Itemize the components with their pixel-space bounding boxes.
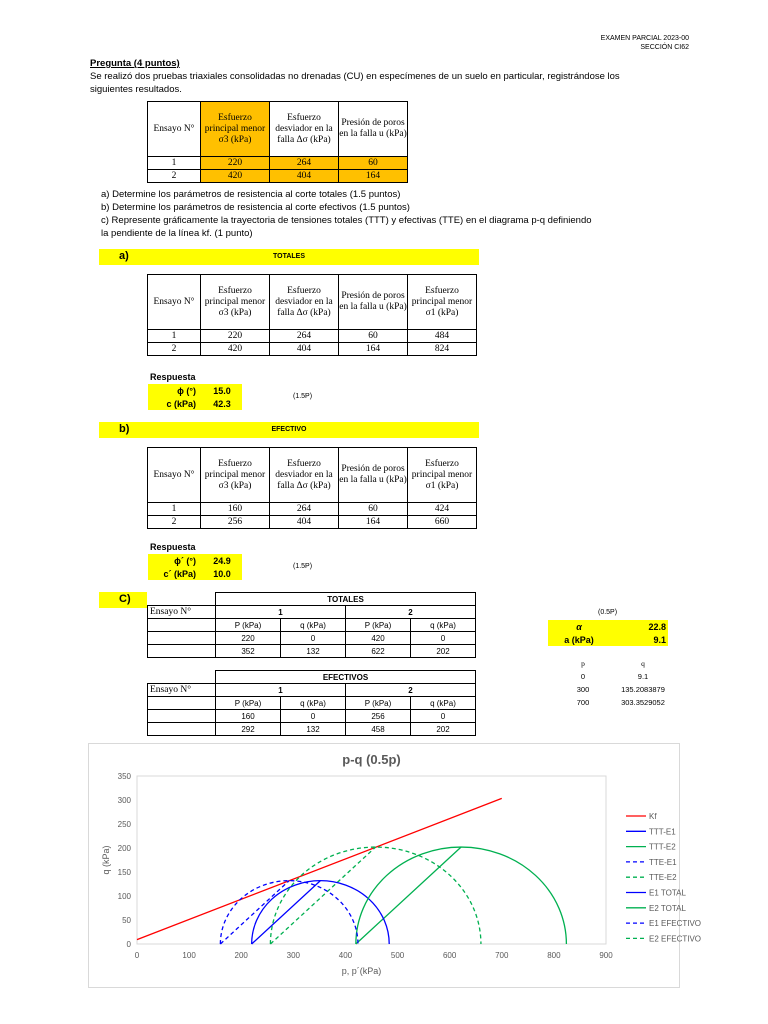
series-tte-e2 — [270, 847, 375, 944]
points-a: (1.5P) — [293, 393, 313, 400]
series-e1-total — [252, 881, 390, 944]
col-header: Presión de poros en la falla u (kPa) — [339, 448, 408, 503]
ensayo-1-header: 1 — [216, 684, 346, 697]
table-cell: 264 — [270, 330, 339, 343]
table-cell: 484 — [408, 330, 477, 343]
pq-chart — [88, 743, 702, 988]
series-ttt-e2 — [356, 847, 461, 944]
efectivo-table — [147, 447, 477, 529]
given-data-table — [147, 101, 408, 183]
x-tick-label: 700 — [495, 951, 509, 960]
section-code: SECCIÓN CI62 — [640, 44, 689, 51]
kf-q: 135.2083879 — [621, 685, 665, 694]
table-cell: 220 — [201, 157, 270, 170]
legend-label: Kf — [649, 812, 657, 821]
table-cell: 60 — [339, 503, 408, 516]
series-e1-efectivo — [220, 881, 358, 944]
table-cell: 160 — [216, 710, 281, 723]
kf-p: 300 — [576, 685, 590, 694]
col-header: Esfuerzo principal menor σ3 (kPa) — [201, 448, 270, 503]
section-c-banner — [99, 592, 147, 608]
table-cell: 404 — [270, 170, 339, 183]
table-cell: 164 — [339, 170, 408, 183]
legend-label: TTT-E1 — [649, 827, 676, 837]
legend-label: E2 EFECTIVO — [649, 934, 702, 944]
x-tick-label: 100 — [182, 951, 196, 960]
a-value: 9.1 — [610, 633, 668, 646]
table-cell: 60 — [339, 157, 408, 170]
table-cell: 60 — [339, 330, 408, 343]
c-eff-value: 10.0 — [202, 567, 242, 580]
col-header: Esfuerzo principal menor σ1 (kPa) — [408, 448, 477, 503]
table-cell: 424 — [408, 503, 477, 516]
efectivos-pq-title: EFECTIVOS — [216, 671, 476, 684]
table-cell: 292 — [216, 723, 281, 736]
y-tick-label: 150 — [117, 868, 131, 877]
table-cell: 2 — [148, 516, 201, 529]
series-ttt-e1 — [252, 881, 321, 944]
y-tick-label: 200 — [117, 844, 131, 853]
table-cell: 0 — [281, 710, 346, 723]
x-tick-label: 600 — [442, 951, 457, 960]
x-tick-label: 200 — [234, 951, 248, 960]
answer-a — [148, 384, 242, 410]
col-header: Presión de poros en la falla u (kPa) — [339, 275, 408, 330]
section-a-banner — [99, 249, 479, 265]
legend-label: TTE-E1 — [649, 857, 677, 867]
y-tick-label: 350 — [117, 772, 131, 781]
answer-b — [148, 554, 242, 580]
section-b-title: EFECTIVO — [271, 426, 307, 433]
q-header: q — [641, 659, 645, 668]
col-header: Presión de poros en la falla u (kPa) — [339, 102, 408, 157]
legend-label: TTT-E2 — [649, 842, 676, 852]
phi-label: ϕ (°) — [148, 384, 202, 397]
section-a-title: TOTALES — [272, 253, 306, 260]
phi-eff-value: 24.9 — [202, 554, 242, 567]
section-b-label: b) — [119, 423, 130, 435]
col-header: Ensayo N° — [148, 102, 201, 157]
x-tick-label: 0 — [134, 951, 140, 960]
c-value: 42.3 — [202, 397, 242, 410]
col-header: Ensayo N° — [148, 275, 201, 330]
y-tick-label: 250 — [117, 820, 131, 829]
question-line-1: Se realizó dos pruebas triaxiales consolidadas no drenadas (CU) en especímenes de un suelo en particular, registrándose los — [90, 71, 620, 82]
table-cell: 420 — [201, 170, 270, 183]
totales-table — [147, 274, 477, 356]
table-cell: 264 — [270, 503, 339, 516]
chart-title: p-q (0.5p) — [342, 752, 401, 767]
table-cell: 352 — [216, 645, 281, 658]
sub-header: P (kPa) — [216, 697, 281, 710]
col-header: Esfuerzo principal menor σ3 (kPa) — [201, 275, 270, 330]
kf-p: 700 — [576, 698, 590, 707]
table-cell: 0 — [411, 632, 476, 645]
ensayo-2-header: 2 — [346, 606, 476, 619]
col-header: Ensayo N° — [148, 684, 216, 697]
kf-parameters — [548, 620, 668, 646]
table-cell: 1 — [148, 330, 201, 343]
p-header: p — [581, 659, 585, 668]
col-header: Esfuerzo desviador en la falla Δσ (kPa) — [270, 275, 339, 330]
col-header: Ensayo N° — [148, 448, 201, 503]
table-cell: 164 — [339, 343, 408, 356]
table-cell: 1 — [148, 157, 201, 170]
legend-label: E2 TOTAL — [649, 903, 686, 913]
pq-chart-svg — [89, 744, 702, 987]
table-cell: 160 — [201, 503, 270, 516]
sub-header: q (kPa) — [281, 619, 346, 632]
question-title: Pregunta (4 puntos) — [90, 58, 180, 69]
table-cell: 824 — [408, 343, 477, 356]
item-b: b) Determine los parámetros de resistencia al corte efectivos (1.5 puntos) — [101, 202, 410, 213]
sub-header: q (kPa) — [411, 619, 476, 632]
sub-header: P (kPa) — [216, 619, 281, 632]
table-cell: 458 — [346, 723, 411, 736]
table-cell: 132 — [281, 645, 346, 658]
table-cell: 1 — [148, 503, 201, 516]
sub-header: P (kPa) — [346, 619, 411, 632]
table-cell: 420 — [346, 632, 411, 645]
series-e2-efectivo — [270, 847, 481, 944]
series-tte-e1 — [220, 881, 289, 944]
table-cell: 0 — [411, 710, 476, 723]
table-cell: 202 — [411, 645, 476, 658]
c-label: c (kPa) — [148, 397, 202, 410]
y-tick-label: 300 — [117, 796, 131, 805]
table-cell: 264 — [270, 157, 339, 170]
col-header: Esfuerzo principal menor σ1 (kPa) — [408, 275, 477, 330]
answer-label-a: Respuesta — [150, 372, 196, 382]
alpha-value: 22.8 — [610, 620, 668, 633]
x-axis-label: p, p´(kPa) — [341, 966, 382, 976]
legend-label: E1 EFECTIVO — [649, 919, 702, 929]
question-line-2: siguientes resultados. — [90, 84, 182, 95]
ensayo-1-header: 1 — [216, 606, 346, 619]
section-a-label: a) — [119, 250, 129, 262]
table-cell: 164 — [339, 516, 408, 529]
phi-eff-label: ϕ´ (°) — [148, 554, 202, 567]
alpha-label: α — [548, 620, 610, 633]
series-kf — [137, 798, 502, 939]
totales-pq-title: TOTALES — [216, 593, 476, 606]
ensayo-2-header: 2 — [346, 684, 476, 697]
item-c-line-1: c) Represente gráficamente la trayectoria de tensiones totales (TTT) y efectivas (TTE) en el diagrama p-q definiendo — [101, 215, 592, 226]
totales-pq-table — [147, 592, 476, 658]
table-cell: 660 — [408, 516, 477, 529]
plot-area — [137, 776, 606, 944]
kf-q: 9.1 — [637, 672, 649, 681]
item-a: a) Determine los parámetros de resistencia al corte totales (1.5 puntos) — [101, 189, 401, 200]
y-axis-label: q (kPa) — [101, 845, 111, 875]
table-cell: 404 — [270, 516, 339, 529]
table-cell: 404 — [270, 343, 339, 356]
table-cell: 420 — [201, 343, 270, 356]
table-cell: 2 — [148, 170, 201, 183]
section-c-label: C) — [119, 593, 131, 605]
sub-header: q (kPa) — [411, 697, 476, 710]
legend-label: TTE-E2 — [649, 873, 677, 883]
points-c: (0.5P) — [598, 609, 618, 616]
item-c-line-2: la pendiente de la línea kf. (1 punto) — [101, 228, 253, 239]
x-tick-label: 800 — [547, 951, 561, 960]
answer-label-b: Respuesta — [150, 542, 196, 552]
col-header: Esfuerzo principal menor σ3 (kPa) — [201, 102, 270, 157]
x-tick-label: 900 — [599, 951, 613, 960]
col-header: Ensayo N° — [148, 606, 216, 619]
table-cell: 132 — [281, 723, 346, 736]
kf-points-table — [548, 658, 668, 710]
c-eff-label: c´ (kPa) — [148, 567, 202, 580]
sub-header: P (kPa) — [346, 697, 411, 710]
exam-title: EXAMEN PARCIAL 2023-00 — [600, 35, 689, 42]
table-cell: 202 — [411, 723, 476, 736]
points-b: (1.5P) — [293, 563, 313, 570]
table-cell: 256 — [346, 710, 411, 723]
table-cell: 0 — [281, 632, 346, 645]
section-b-banner — [99, 422, 479, 438]
kf-p: 0 — [580, 672, 586, 681]
x-tick-label: 500 — [390, 951, 405, 960]
x-tick-label: 400 — [338, 951, 353, 960]
col-header: Esfuerzo desviador en la falla Δσ (kPa) — [270, 448, 339, 503]
kf-q: 303.3529052 — [621, 698, 665, 707]
sub-header: q (kPa) — [281, 697, 346, 710]
legend-label: E1 TOTAL — [649, 888, 686, 898]
x-tick-label: 300 — [286, 951, 301, 960]
efectivos-pq-table — [147, 670, 476, 736]
table-cell: 622 — [346, 645, 411, 658]
y-tick-label: 100 — [117, 892, 131, 901]
table-cell: 220 — [201, 330, 270, 343]
table-cell: 220 — [216, 632, 281, 645]
phi-value: 15.0 — [202, 384, 242, 397]
a-label: a (kPa) — [548, 633, 610, 646]
y-tick-label: 50 — [122, 916, 131, 925]
table-cell: 2 — [148, 343, 201, 356]
table-cell: 256 — [201, 516, 270, 529]
col-header: Esfuerzo desviador en la falla Δσ (kPa) — [270, 102, 339, 157]
y-tick-label: 0 — [126, 940, 131, 949]
